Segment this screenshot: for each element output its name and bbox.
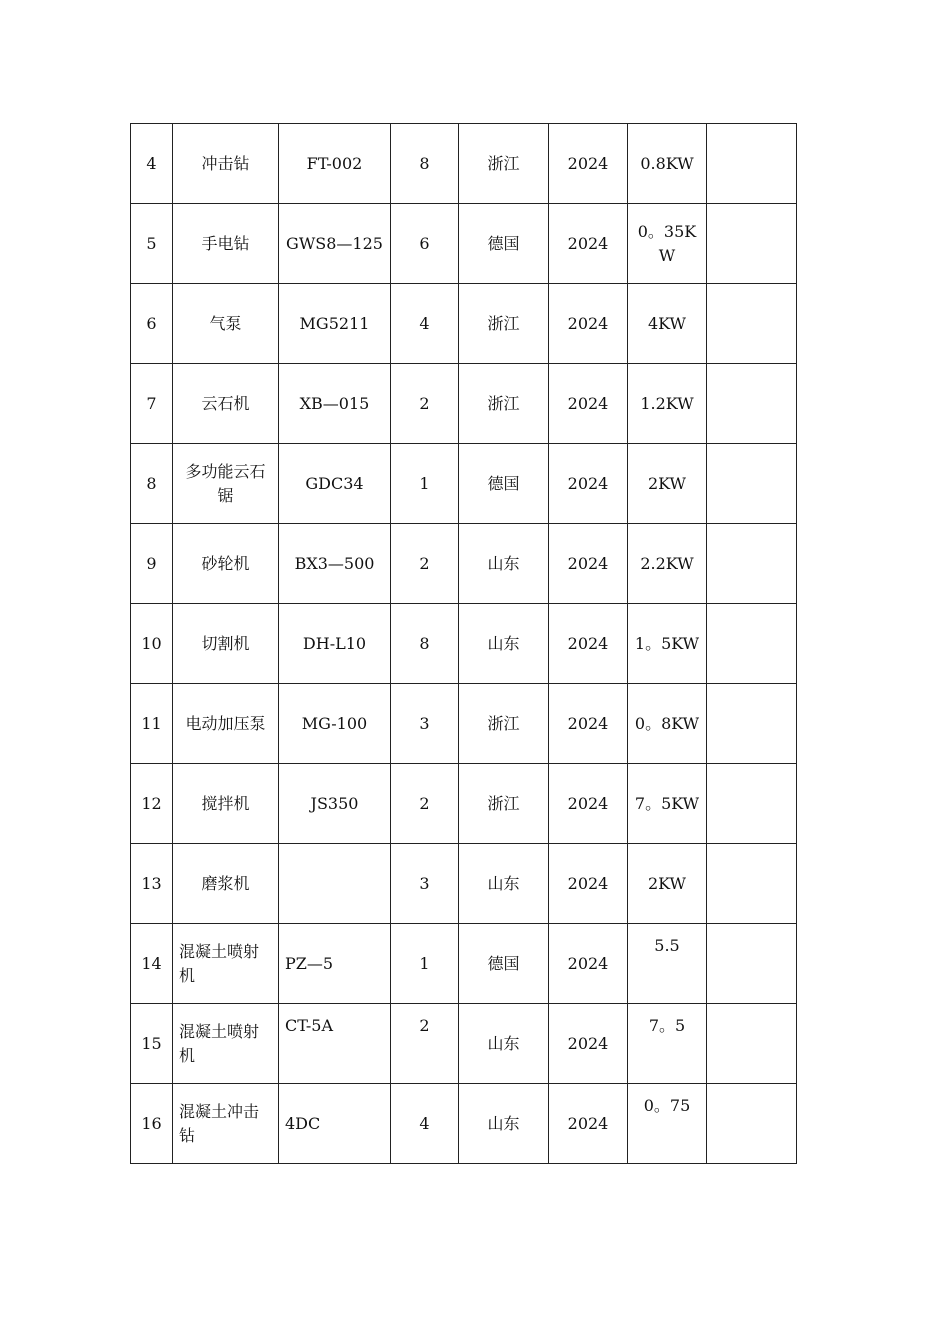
- cell-model: BX3—500: [279, 524, 391, 604]
- cell-name: 混凝土喷射机: [173, 1004, 279, 1084]
- cell-origin: 浙江: [459, 684, 549, 764]
- cell-origin: 浙江: [459, 284, 549, 364]
- table-row: [131, 604, 797, 684]
- cell-name: 砂轮机: [173, 524, 279, 604]
- cell-no: 5: [131, 204, 173, 284]
- cell-no: 10: [131, 604, 173, 684]
- cell-origin: 山东: [459, 1084, 549, 1164]
- cell-qty: 8: [391, 604, 459, 684]
- cell-origin: 浙江: [459, 364, 549, 444]
- cell-note: [707, 204, 797, 284]
- cell-name: 磨浆机: [173, 844, 279, 924]
- table-row: [131, 444, 797, 524]
- cell-note: [707, 444, 797, 524]
- cell-name: 云石机: [173, 364, 279, 444]
- table-row: [131, 1004, 797, 1084]
- cell-no: 16: [131, 1084, 173, 1164]
- cell-year: 2024: [549, 1084, 628, 1164]
- table-row: [131, 204, 797, 284]
- cell-model: GWS8—125: [279, 204, 391, 284]
- table-row: [131, 924, 797, 1004]
- cell-name: 搅拌机: [173, 764, 279, 844]
- cell-name: 混凝土喷射机: [173, 924, 279, 1004]
- cell-note: [707, 1004, 797, 1084]
- cell-name: 电动加压泵: [173, 684, 279, 764]
- cell-qty: 6: [391, 204, 459, 284]
- cell-qty: 2: [391, 524, 459, 604]
- cell-qty: 8: [391, 124, 459, 204]
- cell-power: 0.8KW: [628, 124, 707, 204]
- table-row: [131, 1084, 797, 1164]
- equipment-table: [130, 123, 797, 1164]
- cell-no: 4: [131, 124, 173, 204]
- table-row: [131, 364, 797, 444]
- cell-power: 7。5: [628, 1004, 707, 1084]
- cell-qty: 1: [391, 444, 459, 524]
- cell-origin: 德国: [459, 444, 549, 524]
- cell-origin: 浙江: [459, 124, 549, 204]
- cell-qty: 3: [391, 844, 459, 924]
- cell-power: 0。75: [628, 1084, 707, 1164]
- cell-year: 2024: [549, 844, 628, 924]
- cell-year: 2024: [549, 924, 628, 1004]
- cell-no: 12: [131, 764, 173, 844]
- cell-model: DH-L10: [279, 604, 391, 684]
- cell-name: 手电钻: [173, 204, 279, 284]
- cell-year: 2024: [549, 604, 628, 684]
- table-row: [131, 284, 797, 364]
- cell-year: 2024: [549, 1004, 628, 1084]
- cell-power: 2.2KW: [628, 524, 707, 604]
- cell-qty: 2: [391, 364, 459, 444]
- cell-name: 气泵: [173, 284, 279, 364]
- cell-model: JS350: [279, 764, 391, 844]
- equipment-table-body: [131, 124, 797, 1164]
- cell-year: 2024: [549, 764, 628, 844]
- cell-qty: 3: [391, 684, 459, 764]
- cell-model: PZ—5: [279, 924, 391, 1004]
- cell-year: 2024: [549, 124, 628, 204]
- cell-origin: 山东: [459, 844, 549, 924]
- table-row: [131, 524, 797, 604]
- cell-model: [279, 844, 391, 924]
- cell-no: 14: [131, 924, 173, 1004]
- cell-name: 切割机: [173, 604, 279, 684]
- cell-power: 1.2KW: [628, 364, 707, 444]
- table-row: [131, 684, 797, 764]
- cell-origin: 浙江: [459, 764, 549, 844]
- cell-model: CT-5A: [279, 1004, 391, 1084]
- cell-name: 多功能云石锯: [173, 444, 279, 524]
- cell-qty: 2: [391, 764, 459, 844]
- cell-origin: 山东: [459, 524, 549, 604]
- cell-qty: 4: [391, 284, 459, 364]
- cell-note: [707, 844, 797, 924]
- cell-year: 2024: [549, 524, 628, 604]
- cell-no: 15: [131, 1004, 173, 1084]
- cell-name: 冲击钻: [173, 124, 279, 204]
- cell-power: 0。35KW: [628, 204, 707, 284]
- cell-power: 0。8KW: [628, 684, 707, 764]
- cell-name: 混凝土冲击钻: [173, 1084, 279, 1164]
- cell-model: MG5211: [279, 284, 391, 364]
- cell-note: [707, 684, 797, 764]
- cell-year: 2024: [549, 284, 628, 364]
- cell-model: XB—015: [279, 364, 391, 444]
- cell-origin: 德国: [459, 204, 549, 284]
- cell-year: 2024: [549, 444, 628, 524]
- table-row: [131, 764, 797, 844]
- cell-note: [707, 124, 797, 204]
- cell-origin: 山东: [459, 604, 549, 684]
- cell-note: [707, 1084, 797, 1164]
- cell-model: GDC34: [279, 444, 391, 524]
- cell-model: MG-100: [279, 684, 391, 764]
- cell-note: [707, 764, 797, 844]
- cell-note: [707, 604, 797, 684]
- cell-power: 1。5KW: [628, 604, 707, 684]
- table-row: [131, 844, 797, 924]
- cell-power: 5.5: [628, 924, 707, 1004]
- cell-origin: 德国: [459, 924, 549, 1004]
- cell-note: [707, 284, 797, 364]
- table-row: [131, 124, 797, 204]
- cell-note: [707, 364, 797, 444]
- cell-no: 13: [131, 844, 173, 924]
- cell-note: [707, 524, 797, 604]
- cell-no: 9: [131, 524, 173, 604]
- cell-year: 2024: [549, 204, 628, 284]
- cell-power: 4KW: [628, 284, 707, 364]
- cell-power: 7。5KW: [628, 764, 707, 844]
- cell-no: 8: [131, 444, 173, 524]
- cell-qty: 2: [391, 1004, 459, 1084]
- cell-no: 6: [131, 284, 173, 364]
- cell-year: 2024: [549, 364, 628, 444]
- cell-year: 2024: [549, 684, 628, 764]
- cell-power: 2KW: [628, 444, 707, 524]
- cell-origin: 山东: [459, 1004, 549, 1084]
- cell-qty: 1: [391, 924, 459, 1004]
- cell-model: 4DC: [279, 1084, 391, 1164]
- cell-model: FT-002: [279, 124, 391, 204]
- cell-qty: 4: [391, 1084, 459, 1164]
- cell-no: 11: [131, 684, 173, 764]
- cell-power: 2KW: [628, 844, 707, 924]
- cell-note: [707, 924, 797, 1004]
- cell-no: 7: [131, 364, 173, 444]
